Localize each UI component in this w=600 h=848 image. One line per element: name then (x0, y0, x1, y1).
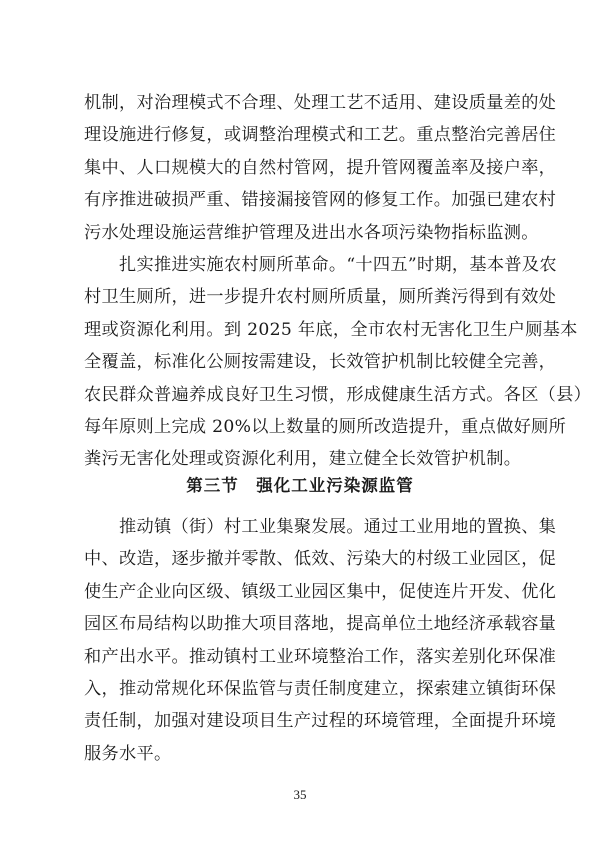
text-line: 入，推动常规化环保监管与责任制度建立，探索建立镇街环保 (84, 678, 557, 699)
text-line: 村卫生厕所，进一步提升农村厕所质量，厕所粪污得到有效处 (84, 287, 557, 308)
paragraph-rural-sewage (84, 87, 557, 249)
paragraph-industrial-clustering (84, 511, 557, 770)
page-number: 35 (293, 787, 307, 802)
text-line: 园区布局结构以助推大项目落地，提高单位土地经济承载容量 (84, 614, 557, 635)
text-line: 有序推进破损严重、错接漏接管网的修复工作。加强已建农村 (84, 190, 557, 211)
text-line: 机制，对治理模式不合理、处理工艺不适用、建设质量差的处 (84, 93, 557, 113)
paragraph-toilet-revolution (84, 249, 592, 476)
text-line: 粪污无害化处理或资源化利用，建立健全长效管护机制。 (84, 449, 522, 470)
text-line: 使生产企业向区级、镇级工业园区集中，促使连片开发、优化 (84, 581, 557, 602)
text-line: 责任制，加强对建设项目生产过程的环境管理，全面提升环境 (84, 711, 557, 732)
text-line: 中、改造，逐步撤并零散、低效、污染大的村级工业园区，促 (84, 549, 557, 570)
text-line: 污水处理设施运营维护管理及进出水各项污染物指标监测。 (84, 222, 539, 243)
text-line: 理设施进行修复，或调整治理模式和工艺。重点整治完善居住 (84, 125, 557, 146)
text-line: 和产出水平。推动镇村工业环境整治工作，落实差别化环保准 (84, 646, 557, 667)
text-line: 集中、人口规模大的自然村管网，提升管网覆盖率及接户率， (84, 157, 557, 178)
text-line: 全覆盖，标准化公厕按需建设，长效管护机制比较健全完善， (84, 352, 557, 373)
text-line: 农民群众普遍养成良好卫生习惯，形成健康生活方式。各区（县） (84, 384, 592, 405)
text-line: 服务水平。 (84, 743, 172, 764)
text-line: 扎实推进实施农村厕所革命。“十四五”时期，基本普及农 (84, 255, 557, 275)
section-heading: 第三节 强化工业污染源监管 (186, 476, 414, 495)
text-line: 理或资源化利用。到 2025 年底，全市农村无害化卫生户厕基本 (84, 319, 578, 340)
text-line: 推动镇（街）村工业集聚发展。通过工业用地的置换、集 (84, 517, 557, 537)
text-line: 每年原则上完成 20%以上数量的厕所改造提升，重点做好厕所 (84, 416, 567, 437)
